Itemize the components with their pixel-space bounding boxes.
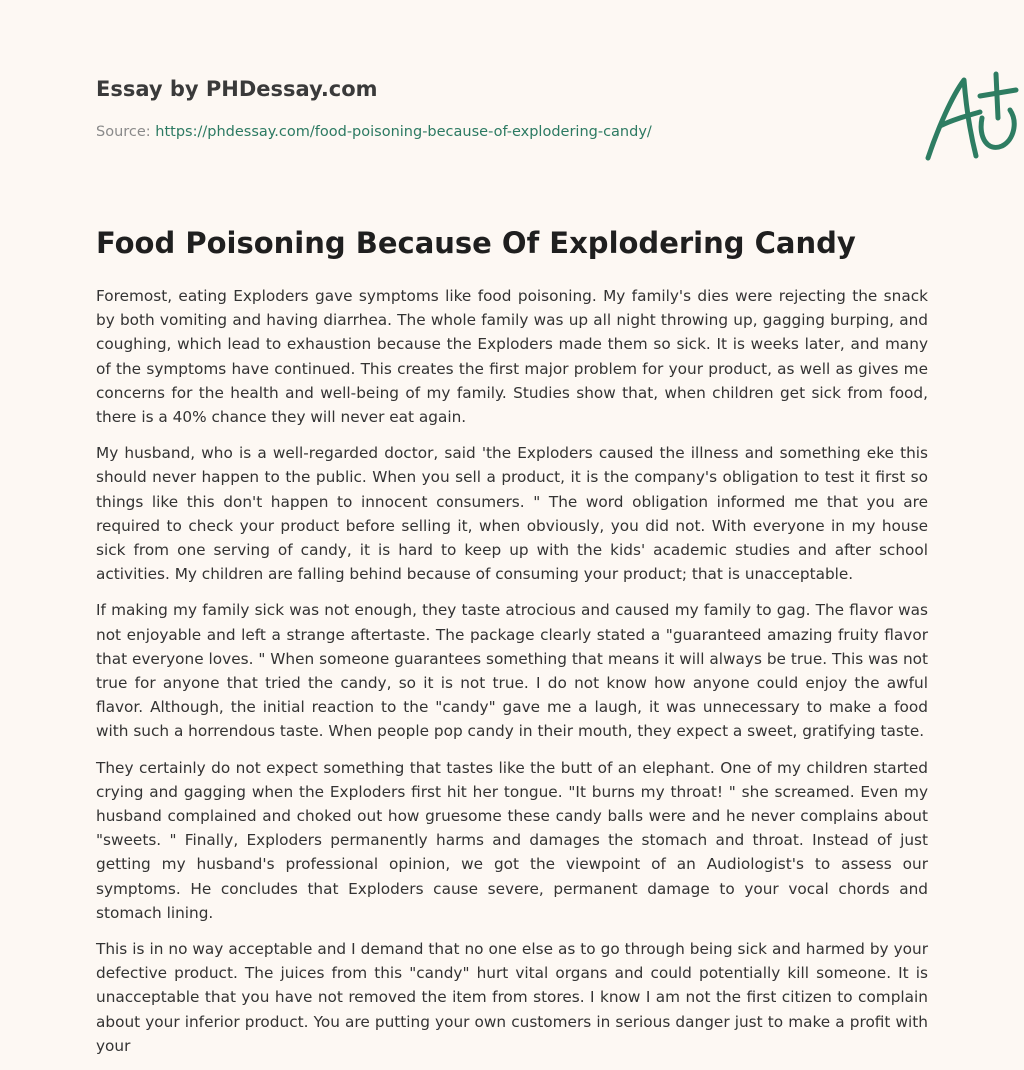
paragraph: My husband, who is a well-regarded doctor, said 'the Exploders caused the illness and something eke this should never happen to the public. When you sell a product, it is the company's obligation to test it first so things like this don't happen to innocent consumers. " The word obligation informed me that you are required to check your product before selling it, when obviously, you did not. With everyone in my house sick from one serving of candy, it is hard to keep up with the kids' academic studies and after school activities. My children are falling behind because of consuming your product; that is unacceptable. xyxy=(96,444,928,584)
site-brand: Essay by PHDessay.com xyxy=(96,77,378,101)
paragraph: If making my family sick was not enough, they taste atrocious and caused my family to gag. The flavor was not enjoyable and left a strange aftertaste. The package clearly stated a "guaranteed amazing fruity flavor that everyone loves. " When someone guarantees something that means it will always be true. This was not true for anyone that tried the candy, so it is not true. I do not know how anyone could enjoy the awful flavor. Although, the initial reaction to the "candy" gave me a laugh, it was unnecessary to make a food with such a horrendous taste. When people pop candy in their mouth, they expect a sweet, gratifying taste. xyxy=(96,601,928,741)
paragraph: This is in no way acceptable and I demand that no one else as to go through being sick and harmed by your defective product. The juices from this "candy" hurt vital organs and could potentially kill someone. It is unacceptable that you have not removed the item from stores. I know I am not the first citizen to complain about your inferior product. You are putting your own customers in serious danger just to make a profit with your xyxy=(96,940,928,1055)
essay-title: Food Poisoning Because Of Explodering Candy xyxy=(96,226,856,260)
essay-body xyxy=(96,284,928,1070)
paragraph: Foremost, eating Exploders gave symptoms like food poisoning. My family's dies were rejecting the snack by both vomiting and having diarrhea. The whole family was up all night throwing up, gagging burping, and coughing, which lead to exhaustion because the Exploders made them so sick. It is weeks later, and many of the symptoms have continued. This creates the first major problem for your product, as well as gives me concerns for the health and well-being of my family. Studies show that, when children get sick from food, there is a 40% chance they will never eat again. xyxy=(96,287,928,427)
paragraph: They certainly do not expect something that tastes like the butt of an elephant. One of my children started crying and gagging when the Exploders first hit her tongue. "It burns my throat! " she screamed. Even my husband complained and choked out how gruesome these candy balls were and he never complains about "sweets. " Finally, Exploders permanently harms and damages the stomach and throat. Instead of just getting my husband's professional opinion, we got the viewpoint of an Audiologist's to assess our symptoms. He concludes that Exploders cause severe, permanent damage to your vocal chords and stomach lining. xyxy=(96,758,928,922)
source-line xyxy=(96,124,652,140)
source-label: Source: xyxy=(96,124,151,140)
source-link[interactable]: https://phdessay.com/food-poisoning-because-of-explodering-candy/ xyxy=(155,124,652,140)
a-plus-grade-icon xyxy=(916,66,1024,166)
